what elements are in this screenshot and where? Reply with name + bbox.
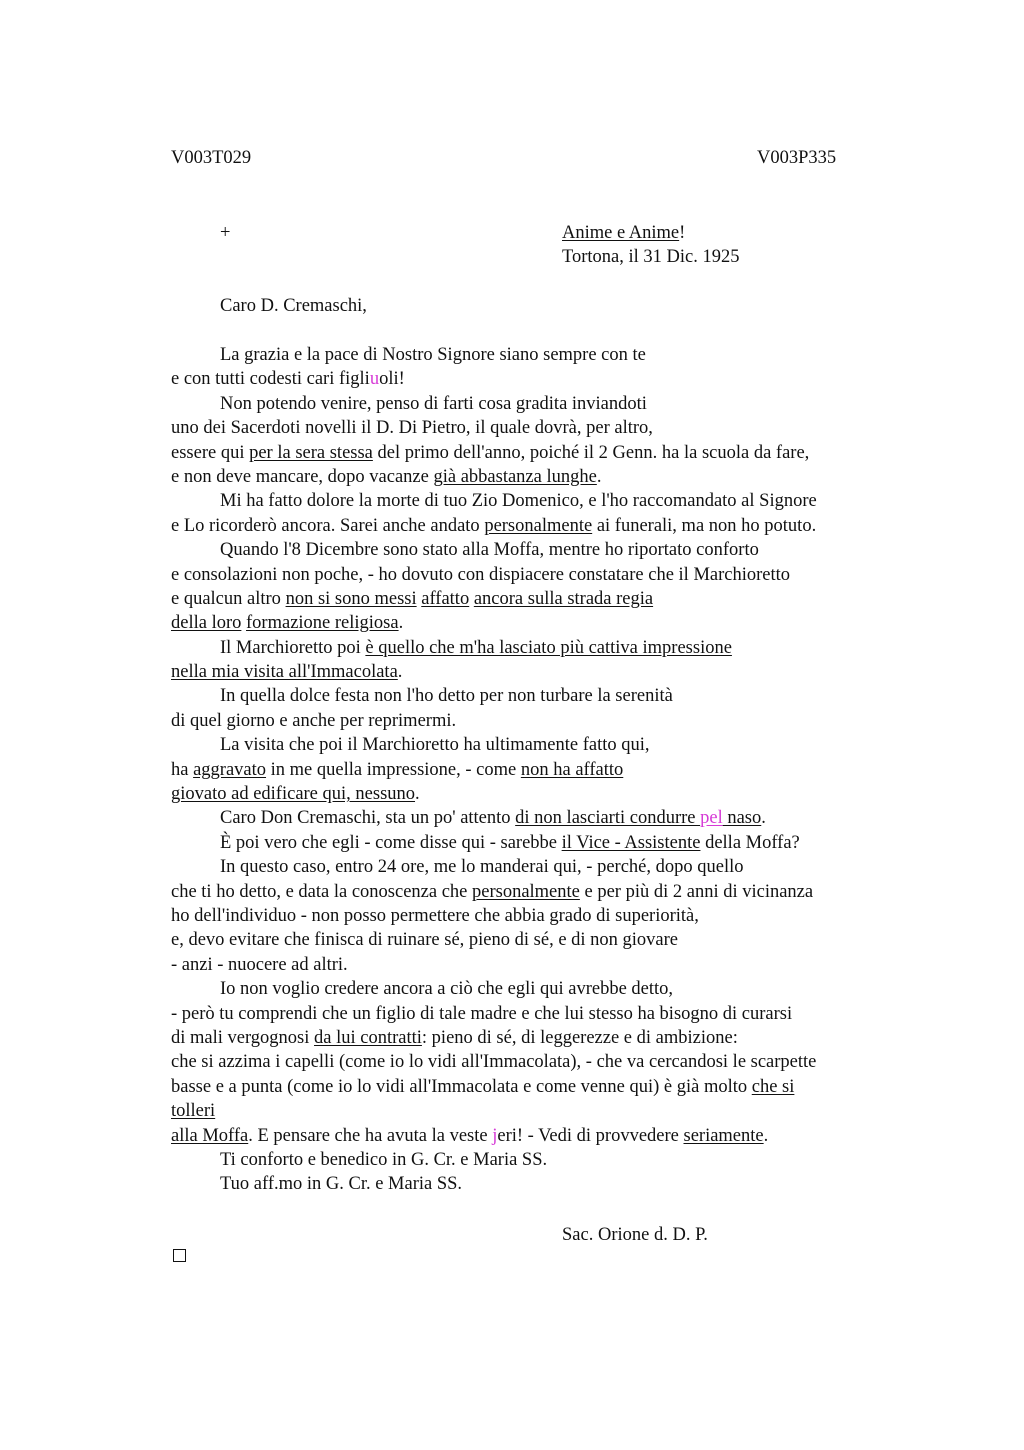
body-line: [171, 831, 911, 855]
text-segment: Mi ha fatto dolore la morte di tuo Zio Domenico, e l'ho raccomandato al Signore: [220, 491, 817, 512]
body-line: [171, 538, 911, 562]
body-line: [171, 806, 911, 830]
corrected-text: j: [492, 1125, 498, 1146]
text-segment: essere qui: [171, 442, 250, 463]
text-segment: in me quella impressione, - come: [266, 759, 521, 780]
underlined-text: alla Moffa: [171, 1125, 249, 1146]
body-line: [171, 660, 911, 684]
body-line: [171, 514, 911, 538]
motto-text: Anime e Anime: [562, 223, 680, 243]
underlined-text: affatto: [421, 588, 470, 609]
text-segment: e non deve mancare, dopo vacanze: [171, 466, 434, 487]
underlined-text: tolleri: [171, 1101, 216, 1122]
underlined-text: non ha affatto: [520, 759, 624, 780]
text-segment: di mali vergognosi: [171, 1027, 315, 1048]
text-segment: e per più di 2 anni di vicinanza: [579, 881, 814, 902]
document-id-left: V003T029: [171, 148, 252, 168]
body-line: [171, 782, 911, 806]
body-line: [171, 904, 911, 928]
text-segment: e con tutti codesti cari figli: [171, 369, 370, 390]
body-line: [171, 880, 911, 904]
text-segment: - però tu comprendi che un figlio di tale madre e che lui stesso ha bisogno di curarsi: [171, 1003, 793, 1024]
text-segment: La grazia e la pace di Nostro Signore siano sempre con te: [220, 345, 646, 365]
motto-suffix: !: [679, 223, 686, 243]
text-segment: ho dell'individuo - non posso permettere che abbia grado di superiorità,: [171, 905, 699, 926]
body-line: [171, 1172, 911, 1196]
body-line: [171, 709, 911, 733]
text-segment: della Moffa?: [700, 832, 800, 853]
text-segment: ai funerali, ma non ho potuto.: [592, 515, 817, 536]
body-line: [171, 855, 911, 879]
body-line: [171, 684, 911, 708]
text-segment: Io non voglio credere ancora a ciò che egli qui avrebbe detto,: [220, 979, 674, 1000]
body-line: [171, 733, 911, 757]
underlined-text: già abbastanza lunghe: [433, 466, 597, 487]
body-line: [171, 758, 911, 782]
text-segment: .: [415, 784, 420, 805]
body-line: [171, 1099, 911, 1123]
text-segment: eri! - Vedi di provvedere: [497, 1125, 684, 1146]
text-segment: Caro Don Cremaschi, sta un po' attento: [220, 808, 516, 829]
body-line: [171, 1002, 911, 1026]
text-segment: Ti conforto e benedico in G. Cr. e Maria SS.: [220, 1149, 548, 1170]
body-line: [171, 1050, 911, 1074]
body-line: [171, 1075, 911, 1099]
underlined-text: nella mia visita all'Immacolata: [171, 662, 398, 683]
text-segment: e qualcun altro: [171, 588, 286, 609]
cross-mark: +: [220, 223, 231, 243]
text-segment: In quella dolce festa non l'ho detto per non turbare la serenità: [220, 686, 673, 707]
text-segment: oli!: [379, 369, 405, 390]
signature: Sac. Orione d. D. P.: [562, 1225, 708, 1245]
text-segment: basse e a punta (come io lo vidi all'Immacolata e come venne qui) è già molto: [171, 1076, 752, 1097]
underlined-text: di non lasciarti condurre: [515, 808, 701, 829]
body-line: [171, 611, 911, 635]
body-line: [171, 489, 911, 513]
underlined-text: personalmente: [472, 881, 580, 902]
underlined-text: personalmente: [484, 515, 593, 536]
body-line: [171, 1026, 911, 1050]
motto: [562, 221, 685, 245]
underlined-text: da lui contratti: [314, 1027, 422, 1048]
text-segment: La visita che poi il Marchioretto ha ultimamente fatto qui,: [220, 735, 650, 756]
underlined-text: pel: [700, 808, 723, 829]
text-segment: Quando l'8 Dicembre sono stato alla Moffa, mentre ho riportato conforto: [220, 540, 759, 561]
text-segment: Il Marchioretto poi: [220, 637, 366, 658]
underlined-text: il Vice - Assistente: [561, 832, 701, 853]
end-box-mark: [173, 1249, 186, 1262]
text-segment: Non potendo venire, penso di farti cosa gradita inviandoti: [220, 393, 647, 414]
body-line: [171, 367, 911, 391]
text-segment: .: [763, 1125, 769, 1146]
body-line: [171, 636, 911, 660]
underlined-text: giovato ad edificare qui, nessuno: [171, 784, 416, 805]
underlined-text: della loro: [171, 613, 242, 634]
text-segment: che si azzima i capelli (come io lo vidi all'Immacolata), - che va cercandosi le scarpette: [171, 1052, 817, 1073]
body-line: [171, 563, 911, 587]
place-date: Tortona, il 31 Dic. 1925: [562, 247, 740, 267]
body-line: [171, 392, 911, 416]
text-segment: .: [761, 808, 766, 829]
text-segment: .: [397, 662, 403, 683]
text-segment: - anzi - nuocere ad altri.: [171, 954, 348, 975]
body-line: [171, 1124, 911, 1148]
document-id-right: V003P335: [757, 148, 837, 168]
body-line: [171, 953, 911, 977]
text-segment: di quel giorno e anche per reprimermi.: [171, 710, 457, 731]
body-line: [171, 928, 911, 952]
underlined-text: aggravato: [193, 759, 267, 780]
text-segment: .: [596, 466, 602, 487]
underlined-text: formazione religiosa: [246, 613, 399, 634]
text-segment: del primo dell'anno, poiché il 2 Genn. ha la scuola da fare,: [372, 442, 810, 463]
body-line: [171, 977, 911, 1001]
text-segment: e, devo evitare che finisca di ruinare sé, pieno di sé, e di non giovare: [171, 930, 679, 951]
letter-body: [171, 343, 911, 1197]
underlined-text: non si sono messi: [285, 588, 417, 609]
corrected-text: u: [369, 369, 380, 390]
text-segment: e Lo ricorderò ancora. Sarei anche andato: [171, 515, 485, 536]
text-segment: uno dei Sacerdoti novelli il D. Di Pietro, il quale dovrà, per altro,: [171, 418, 653, 439]
text-segment: che ti ho detto, e data la conoscenza che: [171, 881, 472, 902]
body-line: [171, 343, 911, 367]
text-segment: È poi vero che egli - come disse qui - sarebbe: [220, 832, 562, 853]
text-segment: e consolazioni non poche, - ho dovuto con dispiacere constatare che il Marchioretto: [171, 564, 791, 585]
text-segment: .: [398, 613, 404, 634]
underlined-text: è quello che m'ha lasciato più cattiva impressione: [365, 637, 732, 658]
text-segment: Tuo aff.mo in G. Cr. e Maria SS.: [220, 1174, 463, 1195]
underlined-text: seriamente: [683, 1125, 764, 1146]
underlined-text: che si: [751, 1076, 795, 1097]
body-line: [171, 587, 911, 611]
body-line: [171, 465, 911, 489]
underlined-text: ancora sulla strada regia: [473, 588, 654, 609]
text-segment: . E pensare che ha avuta la veste: [248, 1125, 493, 1146]
body-line: [171, 1148, 911, 1172]
underlined-text: naso: [722, 808, 762, 829]
text-segment: : pieno di sé, di leggerezze e di ambizione:: [421, 1027, 738, 1048]
underlined-text: per la sera stessa: [249, 442, 373, 463]
body-line: [171, 416, 911, 440]
body-line: [171, 441, 911, 465]
salutation: Caro D. Cremaschi,: [220, 296, 367, 316]
text-segment: ha: [171, 759, 194, 780]
text-segment: In questo caso, entro 24 ore, me lo manderai qui, - perché, dopo quello: [220, 857, 744, 878]
